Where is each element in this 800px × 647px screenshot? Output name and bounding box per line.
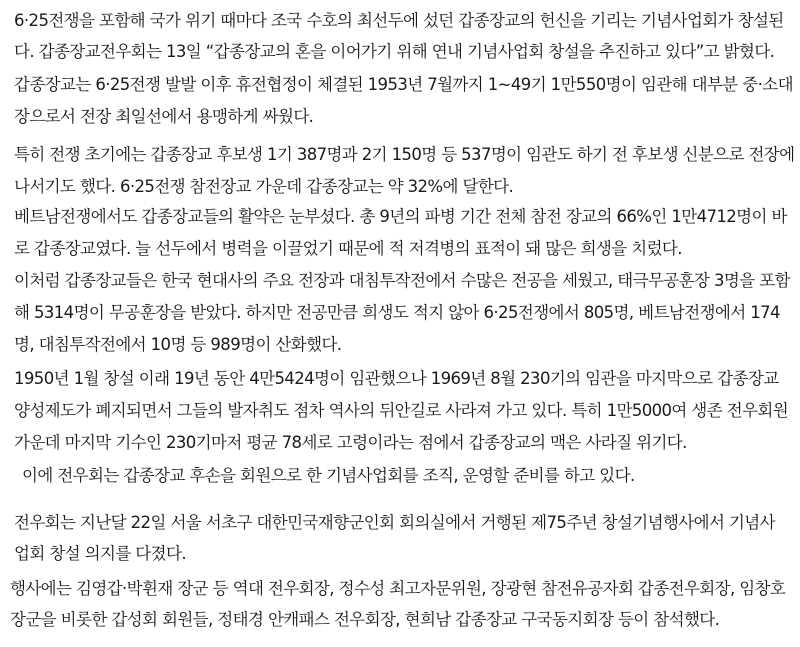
paragraph-line: 장으로서 전장 최일선에서 용맹하게 싸웠다. [14,107,314,126]
paragraph-line: 이처럼 갑종장교들은 한국 현대사의 주요 전장과 대침투작전에서 수많은 전공을 세웠고, 태극무공훈장 3명을 포함 [14,271,790,290]
paragraph-line: 명, 대침투작전에서 10명 등 989명이 산화했다. [14,335,342,354]
paragraph-line: 6·25전쟁을 포함해 국가 위기 때마다 조국 수호의 최선두에 섰던 갑종장교의 헌신을 기리는 기념사업회가 창설된 [14,11,784,30]
paragraph-line: 가운데 마지막 기수인 230기마저 평균 78세로 고령이라는 점에서 갑종장교의 맥은 사라질 위기다. [14,433,687,452]
paragraph-line: 장군을 비롯한 갑성회 회원들, 정태경 안캐패스 전우회장, 현희남 갑종장교 구국동지회장 등이 참석했다. [10,610,720,629]
paragraph-line: 전우회는 지난달 22일 서울 서초구 대한민국재향군인회 회의실에서 거행된 제75주년 창설기념행사에서 기념사 [14,513,775,532]
paragraph-line: 베트남전쟁에서도 갑종장교들의 활약은 눈부셨다. 총 9년의 파병 기간 전체 참전 장교의 66%인 1만4712명이 바 [14,207,787,226]
paragraph-line: 다. 갑종장교전우회는 13일 “갑종장교의 혼을 이어가기 위해 연내 기념사업회 창설을 추진하고 있다”고 밝혔다. [14,42,775,61]
paragraph-line: 행사에는 김영갑·박휜재 장군 등 역대 전우회장, 정수성 최고자문위원, 장광현 참전유공자회 갑종전우회장, 임창호 [10,579,786,598]
paragraph-line: 이에 전우회는 갑종장교 후손을 회원으로 한 기념사업회를 조직, 운영할 준비를 하고 있다. [22,466,635,485]
paragraph-line: 1950년 1월 창설 이래 19년 동안 4만5424명이 임관했으나 1969년 8월 230기의 임관을 마지막으로 갑종장교 [14,369,779,388]
paragraph-line: 양성제도가 폐지되면서 그들의 발자취도 점차 역사의 뒤안길로 사라져 가고 있다. 특히 1만5000여 생존 전우회원 [14,401,789,420]
paragraph-line: 해 5314명이 무공훈장을 받았다. 하지만 전공만큼 희생도 적지 않아 6·25전쟁에서 805명, 베트남전쟁에서 174 [14,303,780,322]
paragraph-line: 갑종장교는 6·25전쟁 발발 이후 휴전협정이 체결된 1953년 7월까지 1~49기 1만550명이 임관해 대부분 중·소대 [14,75,793,94]
paragraph-line: 나서기도 했다. 6·25전쟁 참전장교 가운데 갑종장교는 약 32%에 달한다. [14,177,514,196]
paragraph-line: 특히 전쟁 초기에는 갑종장교 후보생 1기 387명과 2기 150명 등 537명이 임관도 하기 전 후보생 신분으로 전장에 [14,145,795,164]
paragraph-line: 로 갑종장교였다. 늘 선두에서 병력을 이끌었기 때문에 적 저격병의 표적이 돼 많은 희생을 치렀다. [14,239,682,258]
paragraph-line: 업회 창설 의지를 다졌다. [14,544,186,563]
